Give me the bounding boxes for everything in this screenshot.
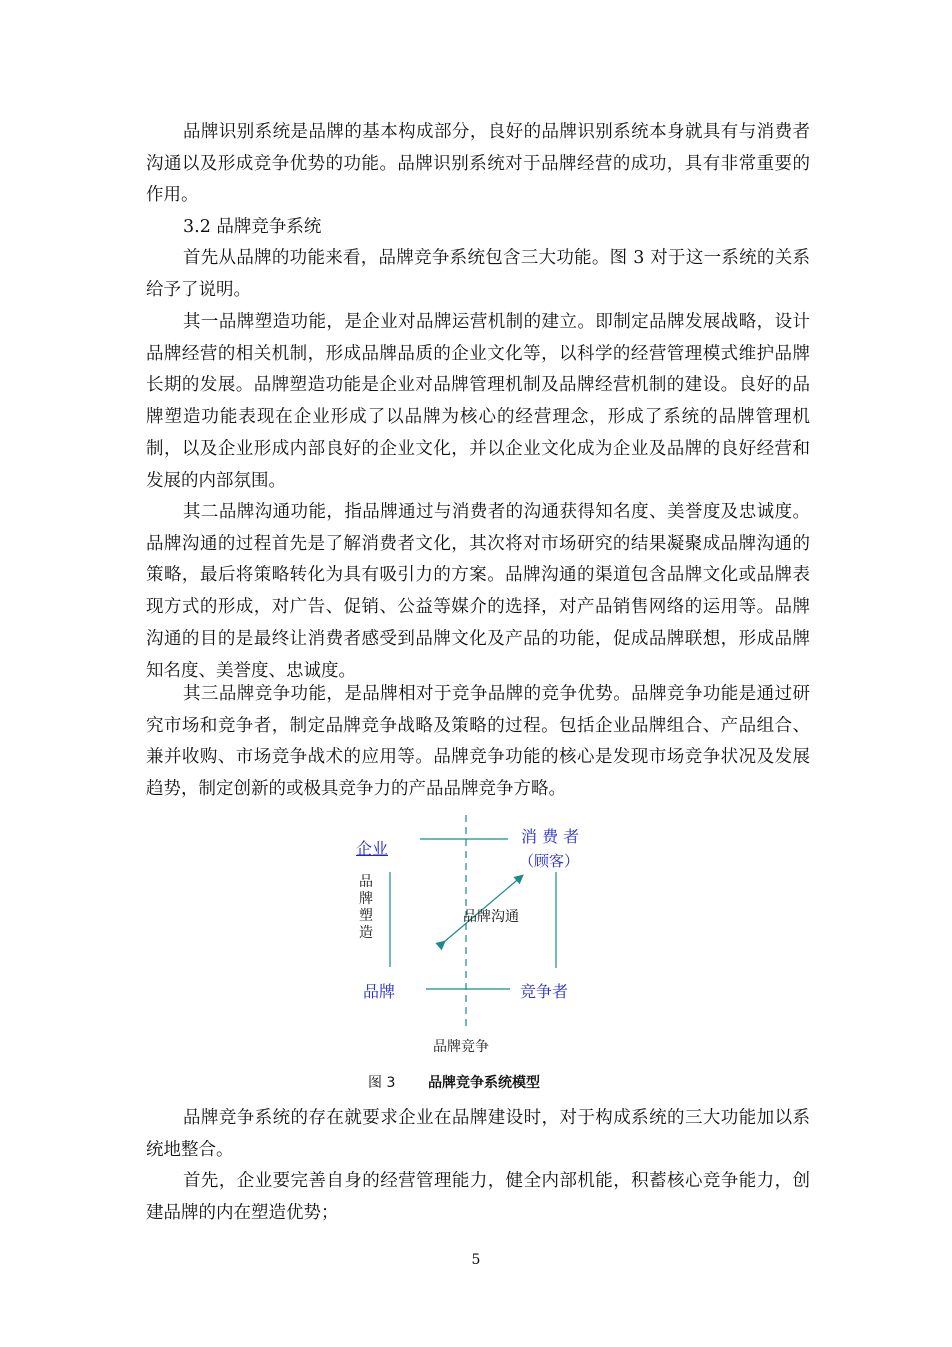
section-heading: 3.2 品牌竞争系统 — [183, 217, 322, 237]
paragraph-brand-competition: 其三品牌竞争功能，是品牌相对于竞争品牌的竞争优势。品牌竞争功能是通过研究市场和竞争者，制定品牌竞争战略及策略的过程。包括企业品牌组合、产品组合、兼并收购、市场竞争战术的应用等。品牌竞争功能的核心是发现市场竞争状况及发展趋势，制定创新的或极具竞争力的产品品牌竞争方略。 — [146, 684, 810, 800]
label-brand-communication: 品牌沟通 — [463, 909, 519, 925]
label-brand: 品牌 — [363, 982, 396, 1001]
page-number: 5 — [471, 1252, 481, 1268]
paragraph-intro: 首先从品牌的功能来看，品牌竞争系统包含三大功能。图 3 对于这一系统的关系给予了说明。 — [146, 248, 810, 300]
paragraph-brand-shaping: 其一品牌塑造功能，是企业对品牌运营机制的建立。即制定品牌发展战略，设计品牌经营的相关机制，形成品牌品质的企业文化等，以科学的经营管理模式维护品牌长期的发展。品牌塑造功能是企业对品牌管理机制及品牌经营机制的建设。良好的品牌塑造功能表现在企业形成了以品牌为核心的经营理念，形成了系统的品牌管理机制，以及企业形成内部良好的企业文化，并以企业文化成为企业及品牌的良好经营和发展的内部氛围。 — [146, 312, 810, 491]
label-brand-competition: 品牌竞争 — [433, 1039, 489, 1055]
label-consumer: 消 费 者 — [521, 827, 580, 846]
paragraph-brand-identity: 品牌识别系统是品牌的基本构成部分，良好的品牌识别系统本身就具有与消费者沟通以及形成竞争优势的功能。品牌识别系统对于品牌经营的成功，具有非常重要的作用。 — [146, 122, 810, 206]
label-enterprise: 企业 — [356, 839, 389, 858]
paragraph-brand-communication: 其二品牌沟通功能，指品牌通过与消费者的沟通获得知名度、美誉度及忠诚度。品牌沟通的过程首先是了解消费者文化，其次将对市场研究的结果凝聚成品牌沟通的策略，最后将策略转化为具有吸引力的方案。品牌沟通的渠道包含品牌文化或品牌表现方式的形成，对广告、促销、公益等媒介的选择，对产品销售网络的运用等。品牌沟通的目的是最终让消费者感受到品牌文化及产品的功能，促成品牌联想，形成品牌知名度、美誉度、忠诚度。 — [146, 502, 810, 681]
label-brand-shaping: 品牌塑造 — [359, 874, 373, 941]
figure-title: 品牌竞争系统模型 — [428, 1075, 540, 1091]
figure-number: 图 3 — [368, 1075, 396, 1091]
paragraph-first-step: 首先，企业要完善自身的经营管理能力，健全内部机能，积蓄核心竞争能力，创建品牌的内在塑造优势； — [146, 1171, 810, 1223]
paragraph-integration: 品牌竞争系统的存在就要求企业在品牌建设时，对于构成系统的三大功能加以系统地整合。 — [146, 1108, 810, 1160]
label-competitor: 竞争者 — [520, 982, 569, 1001]
label-customer: （顾客） — [519, 852, 580, 870]
